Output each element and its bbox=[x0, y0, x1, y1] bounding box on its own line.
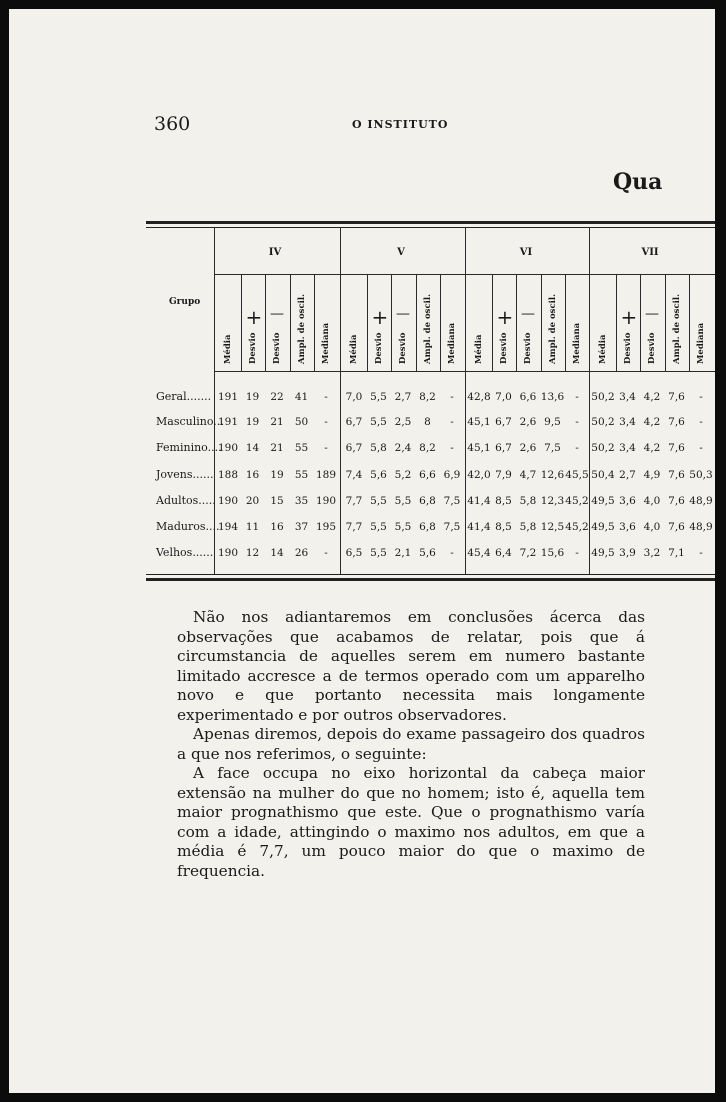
table-cell: 14 bbox=[245, 442, 260, 454]
table-cell: 2,4 bbox=[394, 442, 412, 454]
table-top-rule bbox=[146, 221, 715, 224]
table-cell: 190 bbox=[217, 495, 239, 507]
table-cell: 190 bbox=[217, 442, 239, 454]
table-cell: 7,6 bbox=[668, 391, 685, 403]
table-cell: 4,2 bbox=[643, 416, 661, 428]
table-cell: 7,0 bbox=[345, 391, 363, 403]
table-cell: 5,8 bbox=[370, 442, 387, 454]
table-cell: 41 bbox=[294, 391, 309, 403]
row-label: Adultos..... bbox=[156, 494, 216, 507]
group-header-vi: VI bbox=[519, 247, 533, 258]
column-header-amplitude: Ampl. de oscil. bbox=[422, 293, 433, 364]
table-cell: 7,6 bbox=[668, 442, 685, 454]
table-cell: 4,0 bbox=[643, 521, 661, 533]
column-header-desvio-plus: Desvio bbox=[247, 332, 258, 364]
minus-sign-symbol: — bbox=[270, 306, 284, 322]
minus-sign-symbol: — bbox=[645, 306, 659, 322]
column-header-amplitude: Ampl. de oscil. bbox=[547, 293, 558, 364]
table-cell: - bbox=[575, 391, 579, 403]
table-cell: 49,5 bbox=[591, 521, 615, 533]
subcolumn-separator-line bbox=[314, 274, 315, 371]
table-cell: 5,5 bbox=[394, 521, 412, 533]
table-cell: 50,2 bbox=[591, 416, 615, 428]
table-cell: 7,5 bbox=[443, 495, 461, 507]
table-cell: 189 bbox=[315, 469, 337, 481]
table-cell: 5,5 bbox=[370, 495, 387, 507]
column-header-divider bbox=[214, 371, 715, 372]
table-cell: - bbox=[575, 442, 579, 454]
table-cell: 41,4 bbox=[467, 521, 491, 533]
plus-sign-symbol: + bbox=[371, 305, 389, 329]
table-cell: 16 bbox=[270, 521, 284, 533]
table-cell: 7,5 bbox=[443, 521, 461, 533]
subcolumn-separator-line bbox=[241, 274, 242, 371]
table-cell: 3,6 bbox=[619, 495, 636, 507]
table-cell: 9,5 bbox=[544, 416, 561, 428]
running-head: O INSTITUTO bbox=[352, 118, 449, 131]
table-cell: - bbox=[450, 442, 454, 454]
table-cell: 7,4 bbox=[345, 469, 363, 481]
subcolumn-separator-line bbox=[416, 274, 417, 371]
table-cell: 6,6 bbox=[419, 469, 436, 481]
table-cell: - bbox=[324, 416, 328, 428]
table-cell: 45,4 bbox=[467, 547, 491, 559]
table-cell: 19 bbox=[245, 416, 260, 428]
subcolumn-separator-line bbox=[265, 274, 266, 371]
column-header-amplitude: Ampl. de oscil. bbox=[671, 293, 682, 364]
table-cell: 191 bbox=[217, 391, 239, 403]
table-cell: 4,2 bbox=[643, 391, 661, 403]
table-cell: 8 bbox=[424, 416, 431, 428]
table-cell: 6,9 bbox=[443, 469, 461, 481]
group-header-vii: VII bbox=[641, 247, 659, 258]
table-cell: 3,4 bbox=[619, 416, 636, 428]
table-cell: 4,9 bbox=[643, 469, 661, 481]
table-cell: 195 bbox=[315, 521, 337, 533]
row-label: Velhos...... bbox=[156, 546, 214, 559]
column-header-desvio-minus: Desvio bbox=[398, 332, 408, 364]
table-cell: 42,8 bbox=[467, 391, 491, 403]
book-page bbox=[9, 9, 715, 1093]
table-cell: 6,7 bbox=[345, 442, 363, 454]
paragraph-conclusions: Não nos adiantaremos em conclusões ácerca das observações que acabamos de relatar, pois que á circumstancia de aquelles serem em numero bastante limitado accresce a de termos operado com um apparelho novo e que portanto necessita mais longamente experimentado e por outros observadores. bbox=[177, 608, 645, 724]
subcolumn-separator-line bbox=[665, 274, 666, 371]
table-cell: 16 bbox=[245, 469, 260, 481]
table-cell: 49,5 bbox=[591, 495, 615, 507]
table-cell: - bbox=[575, 416, 579, 428]
column-header-media: Média bbox=[349, 334, 359, 364]
subcolumn-separator-line bbox=[516, 274, 517, 371]
table-cell: 50,4 bbox=[591, 469, 615, 481]
table-cell: 6,4 bbox=[495, 547, 512, 559]
table-cell: 45,5 bbox=[565, 469, 589, 481]
table-cell: 45,1 bbox=[467, 442, 491, 454]
row-label: Geral....... bbox=[156, 390, 212, 403]
table-cell: 4,2 bbox=[643, 442, 661, 454]
table-cell: 48,9 bbox=[689, 495, 713, 507]
table-cell: 37 bbox=[294, 521, 309, 533]
column-header-desvio-plus: Desvio bbox=[498, 332, 509, 364]
paragraph-summary-intro: Apenas diremos, depois do exame passageiro dos quadros a que nos referimos, o seguinte: bbox=[177, 725, 645, 763]
column-header-desvio-plus: Desvio bbox=[622, 332, 633, 364]
table-cell: 5,8 bbox=[519, 495, 537, 507]
table-cell: 8,2 bbox=[419, 391, 436, 403]
table-cell: 190 bbox=[217, 547, 239, 559]
plus-sign-symbol: + bbox=[496, 305, 514, 329]
table-cell: - bbox=[699, 416, 703, 428]
table-cell: 2,1 bbox=[394, 547, 412, 559]
table-cell: 45,2 bbox=[565, 495, 589, 507]
column-header-media: Média bbox=[223, 334, 233, 364]
table-cell: 7,6 bbox=[668, 495, 685, 507]
table-title: Qua bbox=[613, 169, 663, 195]
table-cell: 50,2 bbox=[591, 391, 615, 403]
table-cell: 8,5 bbox=[495, 521, 512, 533]
table-cell: 2,5 bbox=[394, 416, 412, 428]
table-cell: 2,7 bbox=[619, 469, 636, 481]
table-cell: 12,6 bbox=[540, 469, 565, 481]
table-cell: 14 bbox=[270, 547, 284, 559]
column-header-mediana: Mediana bbox=[321, 322, 331, 364]
table-cell: 190 bbox=[315, 495, 337, 507]
table-cell: 5,5 bbox=[370, 416, 387, 428]
table-cell: 2,6 bbox=[519, 442, 537, 454]
group-header-v: V bbox=[397, 247, 405, 258]
table-cell: 26 bbox=[294, 547, 309, 559]
subcolumn-separator-line bbox=[367, 274, 368, 371]
table-cell: - bbox=[324, 391, 328, 403]
table-cell: 50,3 bbox=[689, 469, 713, 481]
column-header-mediana: Mediana bbox=[447, 322, 457, 364]
plus-sign-symbol: + bbox=[245, 305, 263, 329]
table-cell: 6,8 bbox=[419, 521, 436, 533]
table-cell: 50 bbox=[294, 416, 309, 428]
table-cell: 35 bbox=[294, 495, 309, 507]
minus-sign-symbol: — bbox=[396, 306, 410, 322]
group-separator-line bbox=[589, 227, 590, 574]
subcolumn-separator-line bbox=[565, 274, 566, 371]
subcolumn-separator-line bbox=[541, 274, 542, 371]
table-cell: 6,6 bbox=[519, 391, 537, 403]
table-cell: 21 bbox=[270, 442, 284, 454]
table-cell: 5,5 bbox=[370, 391, 387, 403]
table-cell: 5,5 bbox=[394, 495, 412, 507]
table-cell: 13,6 bbox=[540, 391, 565, 403]
table-cell: - bbox=[699, 547, 703, 559]
table-bottom-rule-thin bbox=[146, 574, 715, 575]
table-cell: 3,2 bbox=[643, 547, 661, 559]
table-cell: 19 bbox=[245, 391, 260, 403]
table-cell: 7,6 bbox=[668, 416, 685, 428]
table-cell: 45,1 bbox=[467, 416, 491, 428]
column-header-media: Média bbox=[474, 334, 484, 364]
table-cell: 7,6 bbox=[668, 521, 685, 533]
table-cell: - bbox=[699, 391, 703, 403]
table-cell: 5,5 bbox=[370, 547, 387, 559]
table-cell: 7,9 bbox=[495, 469, 512, 481]
table-cell: 7,7 bbox=[345, 521, 363, 533]
table-cell: 55 bbox=[294, 469, 309, 481]
table-cell: 8,2 bbox=[419, 442, 436, 454]
table-cell: 4,7 bbox=[519, 469, 537, 481]
table-cell: 7,1 bbox=[668, 547, 685, 559]
table-cell: 5,2 bbox=[394, 469, 412, 481]
column-header-mediana: Mediana bbox=[696, 322, 706, 364]
table-cell: 45,2 bbox=[565, 521, 589, 533]
table-cell: 12,3 bbox=[540, 495, 565, 507]
table-cell: 20 bbox=[245, 495, 260, 507]
subcolumn-separator-line bbox=[440, 274, 441, 371]
column-header-mediana: Mediana bbox=[572, 322, 582, 364]
table-cell: 49,5 bbox=[591, 547, 615, 559]
group-header-iv: IV bbox=[268, 247, 282, 258]
table-cell: - bbox=[450, 391, 454, 403]
table-cell: 6,7 bbox=[495, 416, 512, 428]
table-bottom-rule bbox=[146, 578, 715, 581]
table-cell: 55 bbox=[294, 442, 309, 454]
table-cell: - bbox=[324, 442, 328, 454]
table-cell: 12 bbox=[245, 547, 260, 559]
table-cell: 15 bbox=[270, 495, 284, 507]
table-cell: 5,6 bbox=[419, 547, 436, 559]
table-cell: - bbox=[450, 416, 454, 428]
grupo-column-header: Grupo bbox=[169, 297, 201, 307]
table-cell: 6,8 bbox=[419, 495, 436, 507]
table-cell: 48,9 bbox=[689, 521, 713, 533]
table-cell: 6,7 bbox=[345, 416, 363, 428]
row-label: Maduros.... bbox=[156, 520, 220, 533]
table-cell: 15,6 bbox=[540, 547, 565, 559]
table-cell: 188 bbox=[217, 469, 239, 481]
subcolumn-separator-line bbox=[290, 274, 291, 371]
subcolumn-separator-line bbox=[689, 274, 690, 371]
subcolumn-separator-line bbox=[640, 274, 641, 371]
column-header-desvio-minus: Desvio bbox=[272, 332, 282, 364]
row-label: Masculino... bbox=[156, 415, 224, 428]
table-cell: 3,6 bbox=[619, 521, 636, 533]
row-label: Feminino.... bbox=[156, 441, 222, 454]
column-header-desvio-plus: Desvio bbox=[373, 332, 384, 364]
row-label: Jovens...... bbox=[156, 468, 214, 481]
table-cell: - bbox=[450, 547, 454, 559]
table-cell: 5,5 bbox=[370, 521, 387, 533]
minus-sign-symbol: — bbox=[521, 306, 535, 322]
table-cell: 3,4 bbox=[619, 442, 636, 454]
group-separator-line bbox=[465, 227, 466, 574]
table-cell: 6,5 bbox=[345, 547, 363, 559]
table-cell: 19 bbox=[270, 469, 284, 481]
group-separator-line bbox=[340, 227, 341, 574]
table-cell: 2,7 bbox=[394, 391, 412, 403]
table-cell: - bbox=[324, 547, 328, 559]
table-cell: 7,6 bbox=[668, 469, 685, 481]
paragraph-findings: A face occupa no eixo horizontal da cabeça maior extensão na mulher do que no homem; isto é, aquella tem maior prognathismo que este. Que o prognathismo varía com a idade, attingindo o maximo nos adultos, em que a média é 7,7, um pouco maior do que o maximo de frequencia. bbox=[177, 764, 645, 880]
subcolumn-separator-line bbox=[616, 274, 617, 371]
table-cell: 5,8 bbox=[519, 521, 537, 533]
table-cell: 11 bbox=[245, 521, 260, 533]
table-cell: 7,7 bbox=[345, 495, 363, 507]
column-header-desvio-minus: Desvio bbox=[523, 332, 533, 364]
table-top-rule-thin bbox=[146, 227, 715, 228]
table-cell: 191 bbox=[217, 416, 239, 428]
table-cell: 3,9 bbox=[619, 547, 636, 559]
table-cell: 194 bbox=[217, 521, 239, 533]
table-cell: 21 bbox=[270, 416, 284, 428]
table-cell: 4,0 bbox=[643, 495, 661, 507]
table-cell: 50,2 bbox=[591, 442, 615, 454]
table-cell: 22 bbox=[270, 391, 284, 403]
table-cell: 8,5 bbox=[495, 495, 512, 507]
table-cell: - bbox=[575, 547, 579, 559]
column-header-media: Média bbox=[598, 334, 608, 364]
table-cell: - bbox=[699, 442, 703, 454]
table-cell: 7,0 bbox=[495, 391, 512, 403]
page-number: 360 bbox=[154, 113, 191, 135]
table-cell: 41,4 bbox=[467, 495, 491, 507]
table-cell: 5,6 bbox=[370, 469, 387, 481]
subcolumn-separator-line bbox=[391, 274, 392, 371]
table-cell: 2,6 bbox=[519, 416, 537, 428]
table-cell: 7,5 bbox=[544, 442, 561, 454]
table-cell: 3,4 bbox=[619, 391, 636, 403]
table-cell: 42,0 bbox=[467, 469, 491, 481]
subcolumn-separator-line bbox=[492, 274, 493, 371]
column-header-desvio-minus: Desvio bbox=[647, 332, 657, 364]
plus-sign-symbol: + bbox=[620, 305, 638, 329]
column-header-amplitude: Ampl. de oscil. bbox=[296, 293, 307, 364]
table-cell: 7,2 bbox=[519, 547, 537, 559]
table-cell: 12,5 bbox=[540, 521, 565, 533]
table-cell: 6,7 bbox=[495, 442, 512, 454]
